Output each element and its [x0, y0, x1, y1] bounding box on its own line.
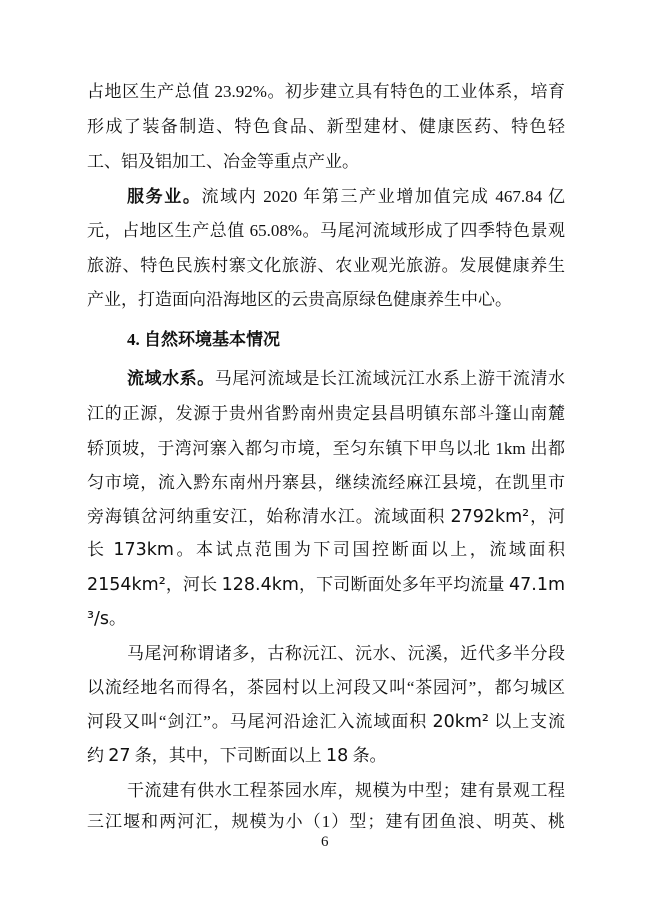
text-line: 河段又叫“剑江”。马尾河沿途汇入流域面积 20km² 以上支流 — [87, 712, 566, 732]
text-line: 约 27 条，其中，下司断面以上 18 条。 — [87, 746, 387, 766]
text-line: 匀市境，流入黔东南州丹寨县，继续流经麻江县境，在凯里市 — [87, 473, 565, 492]
section-heading: 4. 自然环境基本情况 — [127, 330, 280, 349]
text-line: 形成了装备制造、特色食品、新型建材、健康医药、特色轻 — [87, 117, 565, 136]
text-line: ³/s。 — [87, 609, 127, 629]
text-line: 干流建有供水工程茶园水库，规模为中型；建有景观工程 — [127, 781, 565, 800]
text-line: 服务业。流域内 2020 年第三产业增加值完成 467.84 亿 — [127, 187, 566, 206]
text-line: 旅游、特色民族村寨文化旅游、农业观光旅游。发展健康养生 — [87, 256, 565, 275]
text-line: 轿顶坡，于湾河寨入都匀市境，至匀东镇下甲鸟以北 1km 出都 — [87, 439, 565, 458]
text-line: 马尾河称谓诸多，古称沅江、沅水、沅溪，近代多半分段 — [127, 644, 565, 663]
text-line: 占地区生产总值 23.92%。初步建立具有特色的工业体系，培育 — [87, 82, 565, 101]
text-line: 三江堰和两河汇，规模为小（1）型；建有团鱼浪、明英、桃 — [87, 812, 565, 831]
text-line: 工、铝及铝加工、冶金等重点产业。 — [87, 152, 359, 171]
text-line: 流域水系。马尾河流域是长江流域沅江水系上游干流清水 — [127, 369, 566, 388]
text-line: 以流经地名而得名，茶园村以上河段又叫“茶园河”，都匀城区 — [87, 678, 565, 697]
page-number: 6 — [321, 834, 329, 850]
text-line: 元，占地区生产总值 65.08%。马尾河流域形成了四季特色景观 — [87, 221, 565, 240]
text-line: 长 173km。本试点范围为下司国控断面以上，流域面积 — [87, 540, 566, 560]
text-line: 2154km²，河长 128.4km，下司断面处多年平均流量 47.1m — [87, 575, 566, 595]
text-line: 产业，打造面向沿海地区的云贵高原绿色健康养生中心。 — [87, 290, 512, 309]
text-line: 江的正源，发源于贵州省黔南州贵定县昌明镇东部斗篷山南麓 — [87, 404, 565, 423]
text-line: 旁海镇岔河纳重安江，始称清水江。流域面积 2792km²，河 — [87, 507, 565, 527]
